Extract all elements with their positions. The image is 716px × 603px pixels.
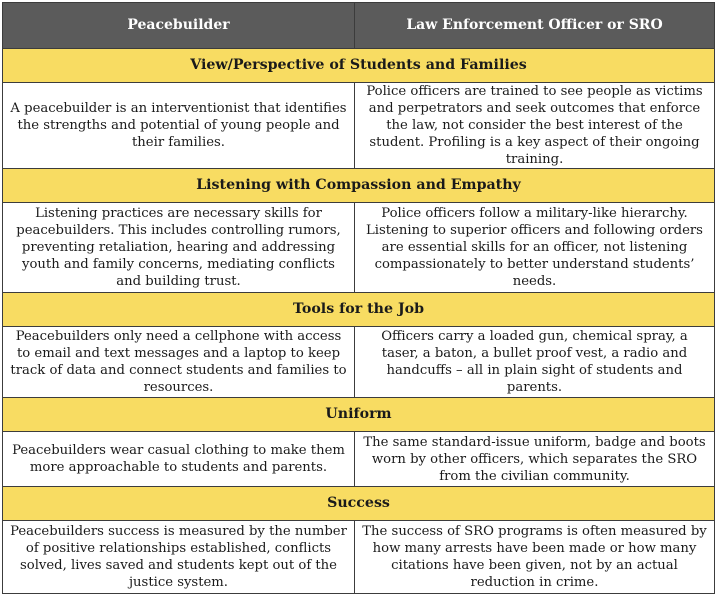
- peacebuilder-cell: A peacebuilder is an interventionist that identifies the strengths and potential of young people and their families.: [3, 83, 355, 169]
- table-header-row: [3, 3, 715, 49]
- table-row: [3, 432, 715, 487]
- officer-cell: The same standard-issue uniform, badge and boots worn by other officers, which separates the SRO from the civilian community.: [355, 432, 715, 487]
- section-title-tools: Tools for the Job: [3, 293, 715, 327]
- comparison-table: [2, 2, 715, 594]
- peacebuilder-cell: Listening practices are necessary skills for peacebuilders. This includes controlling rumors, preventing retaliation, hearing and addressing youth and family concerns, mediating conflicts and building trust.: [3, 203, 355, 293]
- header-peacebuilder: Peacebuilder: [3, 3, 355, 49]
- officer-cell: Police officers are trained to see people as victims and perpetrators and seek outcomes that enforce the law, not consider the best interest of the student. Profiling is a key aspect of their ongoing training.: [355, 83, 715, 169]
- section-title-listening: Listening with Compassion and Empathy: [3, 169, 715, 203]
- peacebuilder-cell: Peacebuilders wear casual clothing to make them more approachable to students and parents.: [3, 432, 355, 487]
- peacebuilder-cell: Peacebuilders only need a cellphone with access to email and text messages and a laptop to keep track of data and connect students and families to resources.: [3, 327, 355, 398]
- section-row: [3, 398, 715, 432]
- section-row: [3, 49, 715, 83]
- section-row: [3, 169, 715, 203]
- table-row: [3, 203, 715, 293]
- section-row: [3, 293, 715, 327]
- header-law-enforcement-officer: Law Enforcement Officer or SRO: [355, 3, 715, 49]
- officer-cell: Officers carry a loaded gun, chemical spray, a taser, a baton, a bullet proof vest, a radio and handcuffs – all in plain sight of students and parents.: [355, 327, 715, 398]
- section-title-uniform: Uniform: [3, 398, 715, 432]
- table-row: [3, 83, 715, 169]
- section-title-view-perspective: View/Perspective of Students and Families: [3, 49, 715, 83]
- section-row: [3, 487, 715, 521]
- officer-cell: The success of SRO programs is often measured by how many arrests have been made or how many citations have been given, not by an actual reduction in crime.: [355, 521, 715, 594]
- table-row: [3, 327, 715, 398]
- section-title-success: Success: [3, 487, 715, 521]
- table-row: [3, 521, 715, 594]
- peacebuilder-cell: Peacebuilders success is measured by the number of positive relationships established, conflicts solved, lives saved and students kept out of the justice system.: [3, 521, 355, 594]
- officer-cell: Police officers follow a military-like hierarchy. Listening to superior officers and following orders are essential skills for an officer, not listening compassionately to better understand students’ needs.: [355, 203, 715, 293]
